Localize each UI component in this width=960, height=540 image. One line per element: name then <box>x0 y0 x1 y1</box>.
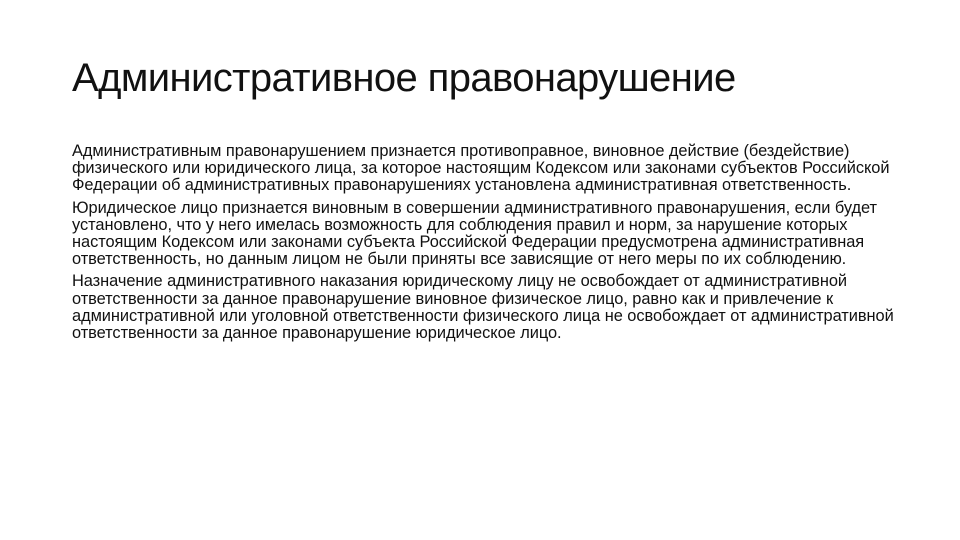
paragraph-liability: Назначение административного наказания юридическому лицу не освобождает от административной ответственности за данное правонарушение виновное физическое лицо, равно как и привлечение к административной или уголовной ответственности физического лица не освобождает от административной ответственности за данное правонарушение юридическое лицо. <box>72 272 894 343</box>
paragraph-definition: Административным правонарушением признается противоправное, виновное действие (бездействие) физического или юридического лица, за которое настоящим Кодексом или законами субъектов Российской Федерации об административных правонарушениях установлена административная ответственность. <box>72 142 890 195</box>
slide-title: Административное правонарушение <box>72 56 736 100</box>
slide-body <box>72 143 898 347</box>
paragraph-legal-entity-guilt: Юридическое лицо признается виновным в совершении административного правонарушения, если будет установлено, что у него имелась возможность для соблюдения правил и норм, за нарушение которых настоящим Кодексом или законами субъекта Российской Федерации предусмотрена административная ответственность, но данным лицом не были приняты все зависящие от него меры по их соблюдению. <box>72 198 877 269</box>
